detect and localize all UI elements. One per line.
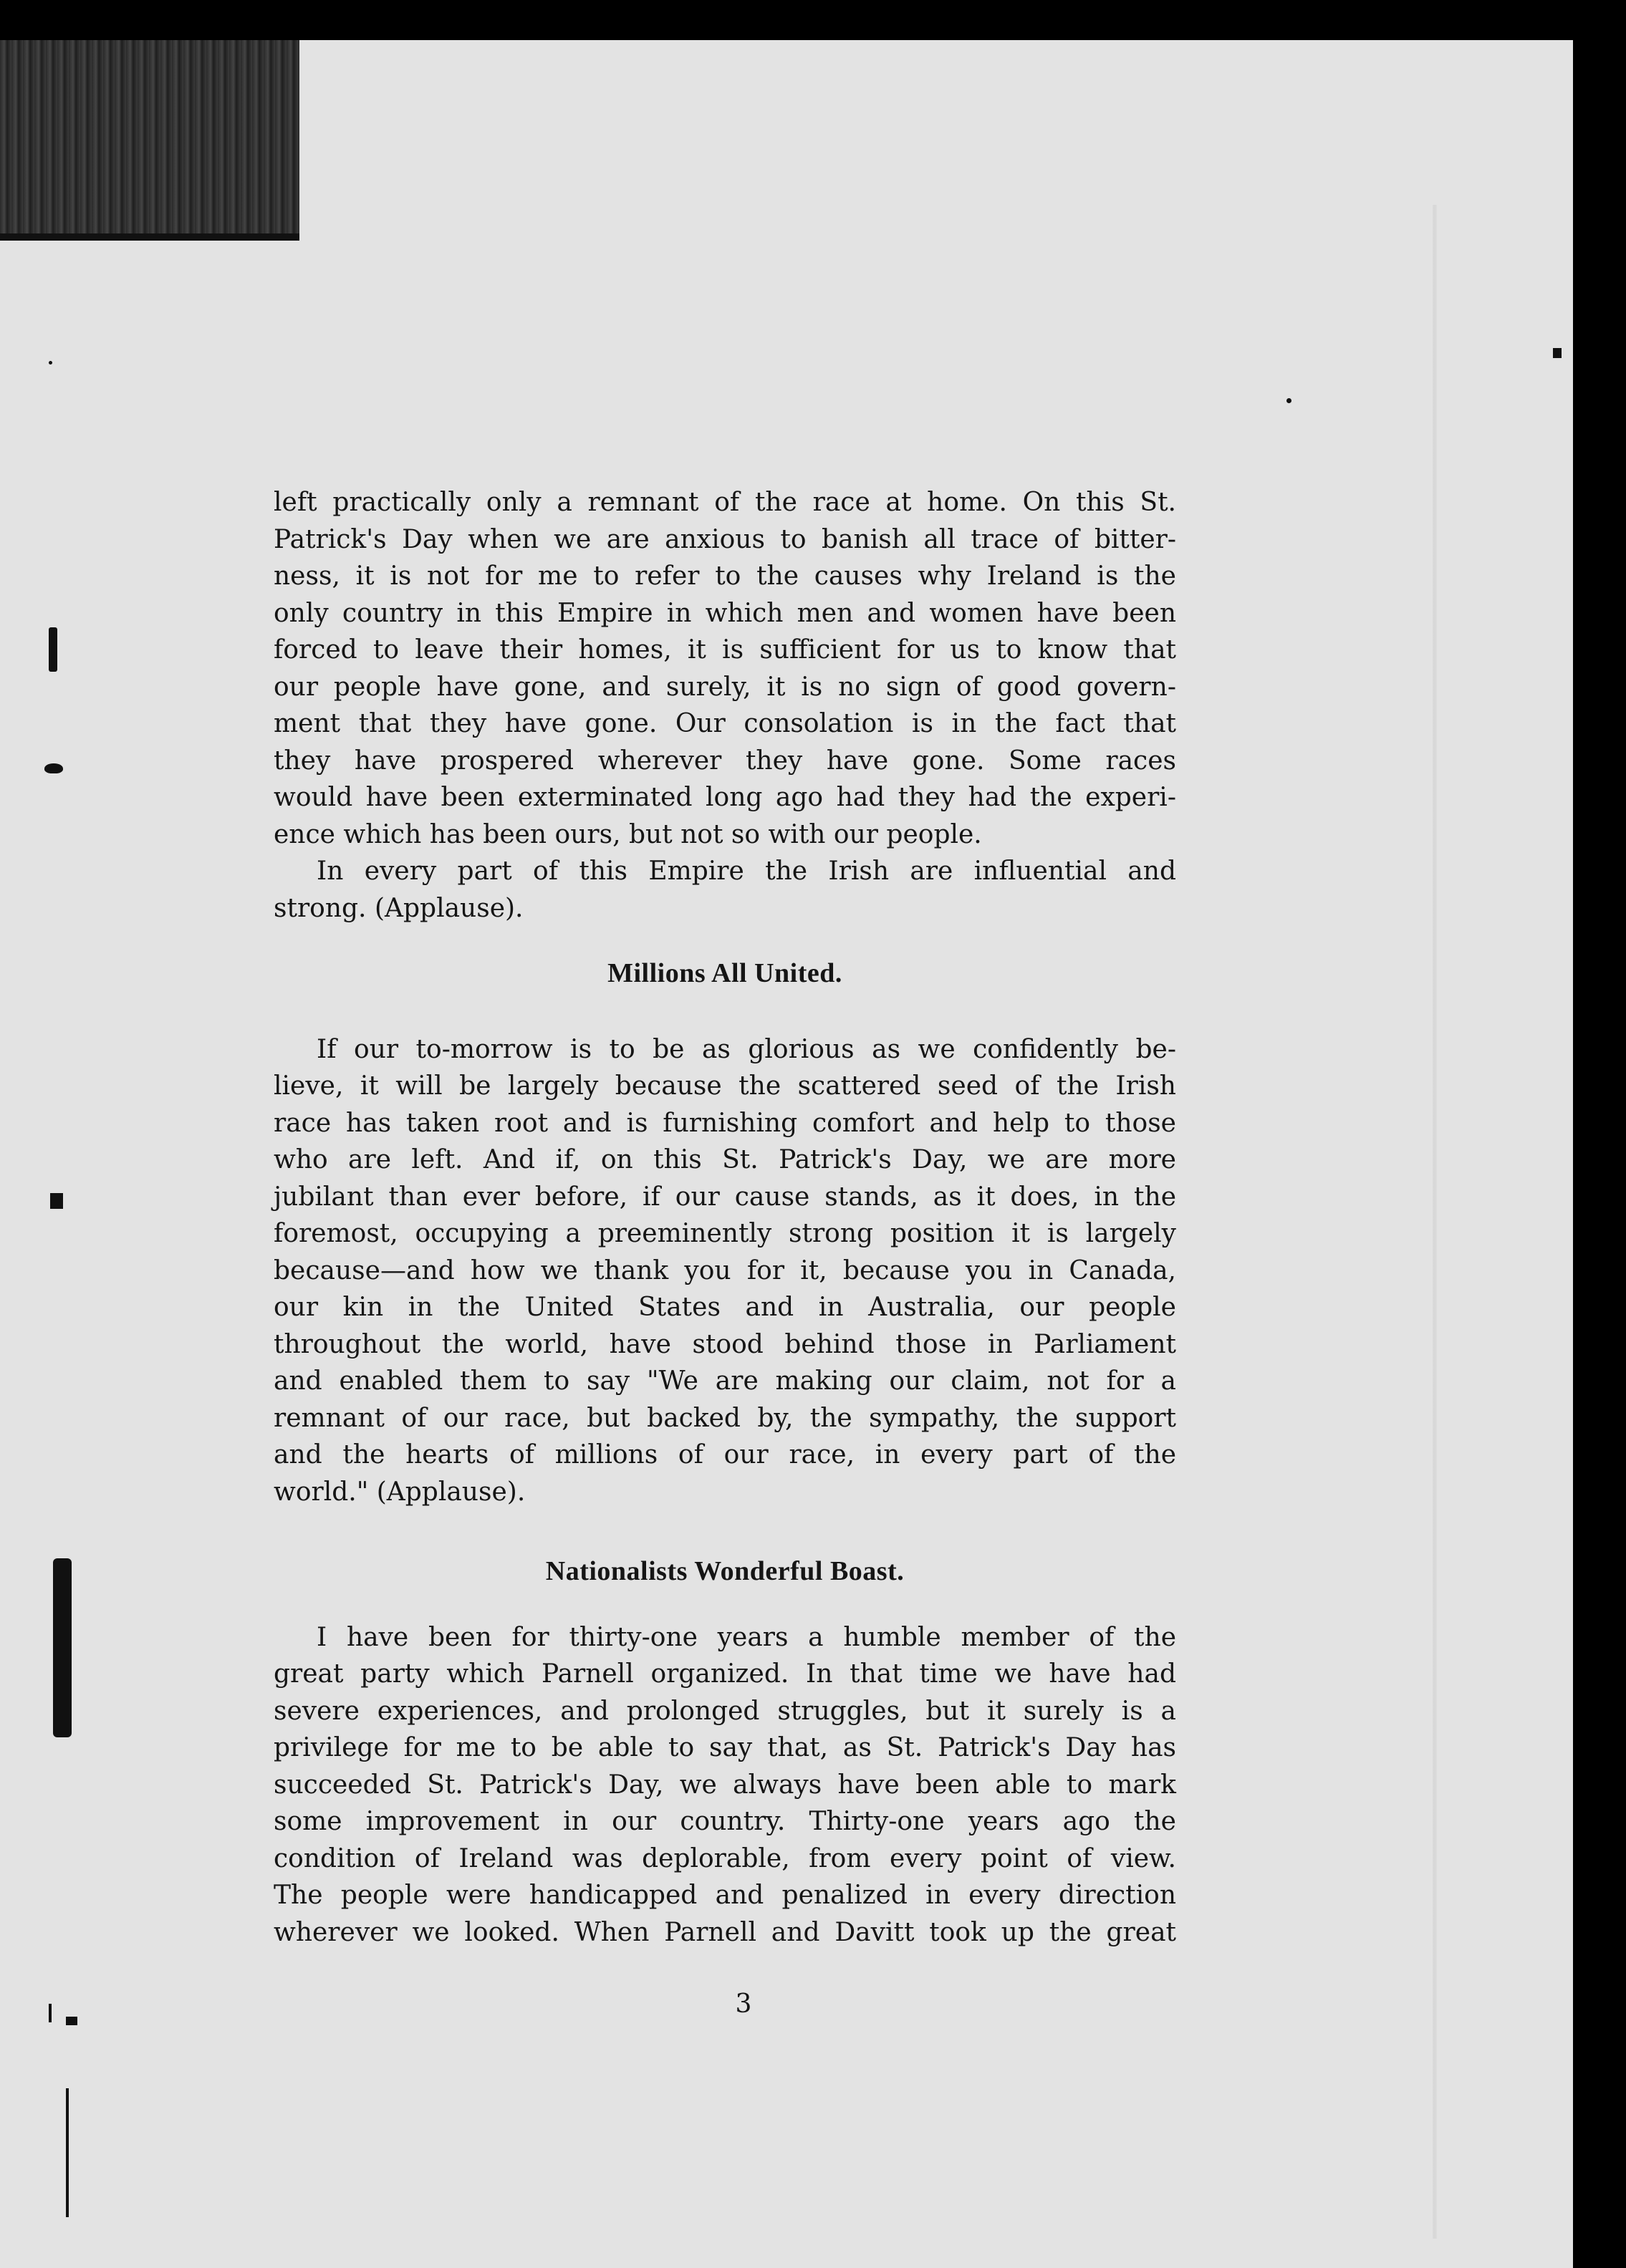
- scan-mark: [44, 763, 63, 773]
- scanned-page: [0, 40, 1573, 2268]
- text-line: privilege for me to be able to say that, as St. Patrick's Day has: [274, 1733, 1176, 1762]
- text-line: forced to leave their homes, it is sufficient for us to know that: [274, 635, 1176, 665]
- text-line: and the hearts of millions of our race, in every part of the: [274, 1440, 1176, 1470]
- text-line: In every part of this Empire the Irish are influential and: [317, 856, 1176, 886]
- paragraph-4: [274, 1619, 1176, 1951]
- text-line: they have prospered wherever they have gone. Some races: [274, 745, 1176, 776]
- text-line: and enabled them to say "We are making our claim, not for a: [274, 1366, 1176, 1396]
- article-body: [274, 484, 1176, 1951]
- text-line: lieve, it will be largely because the scattered seed of the Irish: [274, 1071, 1176, 1101]
- text-line: who are left. And if, on this St. Patrick's Day, we are more: [274, 1145, 1176, 1174]
- scan-mark: [50, 1193, 63, 1209]
- text-line: because—and how we thank you for it, because you in Canada,: [274, 1255, 1176, 1285]
- scan-speck: [1553, 348, 1562, 358]
- scan-border-edge: [0, 233, 299, 241]
- text-line: would have been exterminated long ago had they had the experi-: [274, 783, 1176, 812]
- paragraph-1: [274, 484, 1176, 853]
- text-line: severe experiences, and prolonged struggles, but it surely is a: [274, 1696, 1176, 1726]
- text-line: great party which Parnell organized. In that time we have had: [274, 1659, 1176, 1689]
- text-line: remnant of our race, but backed by, the sympathy, the support: [274, 1403, 1176, 1433]
- text-line: foremost, occupying a preeminently strong position it is largely: [274, 1219, 1176, 1248]
- text-line: world." (Applause).: [274, 1477, 526, 1507]
- text-line: left practically only a remnant of the race at home. On this St.: [274, 488, 1176, 517]
- text-line: throughout the world, have stood behind those in Parliament: [274, 1329, 1176, 1359]
- text-line: some improvement in our country. Thirty-one years ago the: [274, 1807, 1176, 1836]
- scan-speck: [49, 361, 52, 365]
- text-line: The people were handicapped and penalized in every direction: [274, 1881, 1176, 1910]
- scan-mark: [66, 2017, 77, 2025]
- scan-speck: [1286, 398, 1291, 403]
- text-line: If our to-morrow is to be as glorious as we confidently be-: [317, 1034, 1176, 1064]
- page-fold-shadow: [1433, 205, 1437, 2239]
- scan-mark: [66, 2088, 69, 2217]
- text-line: strong. (Applause).: [274, 893, 524, 923]
- text-line: wherever we looked. When Parnell and Davitt took up the great: [274, 1917, 1176, 1947]
- text-line: our people have gone, and surely, it is no sign of good govern-: [274, 672, 1176, 702]
- scan-mark: [49, 2004, 52, 2022]
- text-line: Patrick's Day when we are anxious to banish all trace of bitter-: [274, 524, 1176, 554]
- text-line: only country in this Empire in which men and women have been: [274, 598, 1176, 628]
- text-line: our kin in the United States and in Australia, our people: [274, 1293, 1176, 1322]
- scan-mark: [49, 627, 57, 672]
- text-line: race has taken root and is furnishing comfort and help to those: [274, 1108, 1176, 1138]
- paragraph-2: [274, 853, 1176, 927]
- text-line: ness, it is not for me to refer to the causes why Ireland is the: [274, 561, 1176, 591]
- scan-mark: [53, 1558, 72, 1737]
- text-line: I have been for thirty-one years a humble member of the: [317, 1622, 1176, 1652]
- section-heading-millions: Millions All United.: [607, 958, 842, 988]
- text-line: jubilant than ever before, if our cause stands, as it does, in the: [274, 1182, 1176, 1212]
- text-line: succeeded St. Patrick's Day, we always have been able to mark: [274, 1770, 1176, 1800]
- section-heading-nationalists: Nationalists Wonderful Boast.: [545, 1556, 905, 1586]
- scan-border-strip: [0, 40, 299, 241]
- text-line: condition of Ireland was deplorable, from every point of view.: [274, 1843, 1176, 1873]
- text-line: ment that they have gone. Our consolation is in the fact that: [274, 709, 1176, 738]
- text-line: ence which has been ours, but not so with our people.: [274, 819, 982, 849]
- page-number: 3: [735, 1989, 752, 2019]
- paragraph-3: [274, 1031, 1176, 1511]
